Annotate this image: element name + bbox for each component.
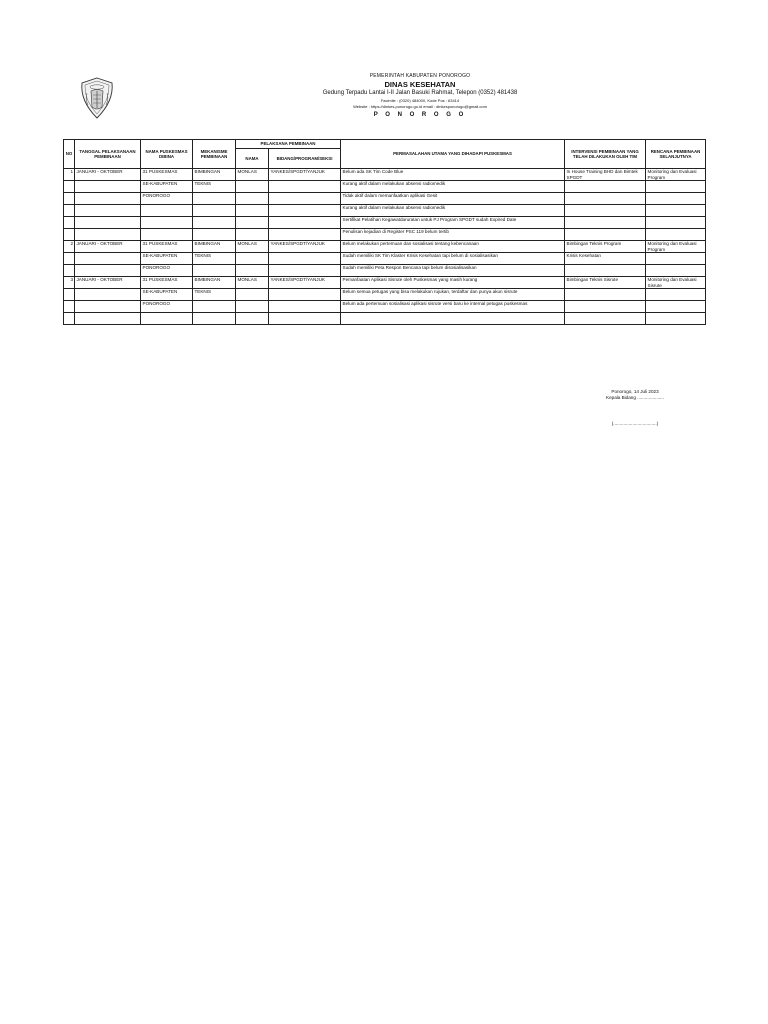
cell-bidang: YANKES/SPGDT/YANJUK — [269, 169, 341, 181]
cell-bidang — [269, 253, 341, 265]
cell-bidang — [269, 193, 341, 205]
cell-tanggal — [75, 205, 141, 217]
cell-no — [64, 205, 75, 217]
cell-tanggal — [75, 289, 141, 301]
cell-bidang — [269, 265, 341, 277]
regency-crest-icon — [78, 77, 116, 119]
table-body — [64, 169, 706, 325]
cell-no — [64, 301, 75, 313]
office-city: P O N O R O G O — [373, 112, 467, 119]
cell-rencana: Monitoring dan Evaluasi Sisrute — [646, 277, 706, 289]
cell-mekanisme: BIMBINGAN — [193, 277, 236, 289]
table-row — [64, 229, 706, 241]
cell-permasalahan: Belum semua petugas yang bisa melakukan rujukan, terdaftar dan punya akun sisrute — [341, 289, 565, 301]
cell-mekanisme — [193, 229, 236, 241]
cell-puskesmas: PONOROGO — [141, 301, 193, 313]
cell-mekanisme — [193, 301, 236, 313]
cell-puskesmas — [141, 205, 193, 217]
cell-mekanisme — [193, 217, 236, 229]
cell-nama — [236, 301, 269, 313]
cell-tanggal — [75, 301, 141, 313]
cell-puskesmas: 31 PUSKESMAS — [141, 241, 193, 253]
cell-bidang — [269, 313, 341, 325]
cell-nama — [236, 205, 269, 217]
header-rencana: RENCANA PEMBINAAN SELANJUTNYA — [646, 140, 706, 169]
cell-puskesmas: PONOROGO — [141, 265, 193, 277]
office-name: DINAS KESEHATAN — [384, 79, 456, 89]
cell-intervensi: Bimbingan Teknis Sisrute — [565, 277, 646, 289]
cell-intervensi: Krisis Kesehatan — [565, 253, 646, 265]
cell-nama — [236, 289, 269, 301]
cell-tanggal — [75, 253, 141, 265]
signature-block — [570, 389, 700, 428]
cell-bidang: YANKES/SPGDT/YANJUK — [269, 277, 341, 289]
header-permasalahan: PERMASALAHAN UTAMA YANG DIHADAPI PUSKESMAS — [341, 140, 565, 169]
cell-rencana — [646, 193, 706, 205]
cell-rencana — [646, 205, 706, 217]
cell-intervensi — [565, 193, 646, 205]
cell-mekanisme: TEKNIS — [193, 253, 236, 265]
cell-rencana — [646, 217, 706, 229]
table-row — [64, 301, 706, 313]
header-bidang: BIDANG/PROGRAM/SEKSI — [269, 149, 341, 169]
cell-intervensi — [565, 301, 646, 313]
cell-tanggal — [75, 181, 141, 193]
cell-bidang — [269, 289, 341, 301]
cell-nama — [236, 229, 269, 241]
cell-rencana — [646, 289, 706, 301]
cell-nama: MONLAS — [236, 169, 269, 181]
cell-mekanisme: BIMBINGAN — [193, 241, 236, 253]
cell-no: 2 — [64, 241, 75, 253]
cell-nama — [236, 265, 269, 277]
cell-permasalahan — [341, 313, 565, 325]
cell-permasalahan: Sudah memiliki SK Tim Klaster Krisis Kesehatan tapi belum di sosialisasikan — [341, 253, 565, 265]
table-row — [64, 193, 706, 205]
cell-rencana: Monitoring dan Evaluasi Program — [646, 169, 706, 181]
cell-puskesmas: SE-KABUPATEN — [141, 181, 193, 193]
table-row — [64, 169, 706, 181]
table-row — [64, 205, 706, 217]
office-address: Gedung Terpadu Lantai I-II Jalan Basuki Rahmat, Telepon (0352) 481438 — [322, 90, 518, 97]
table-row — [64, 181, 706, 193]
cell-no — [64, 265, 75, 277]
cell-permasalahan: Sudah memiliki Peta Respon Bencana tapi belum disosialisasikan — [341, 265, 565, 277]
header-tanggal: TANGGAL PELAKSANAAN PEMBINAAN — [75, 140, 141, 169]
cell-intervensi — [565, 217, 646, 229]
cell-nama — [236, 181, 269, 193]
cell-mekanisme — [193, 193, 236, 205]
cell-tanggal — [75, 313, 141, 325]
cell-permasalahan: Kurang aktif dalam melakukan absensi radiomedik — [341, 205, 565, 217]
cell-no — [64, 253, 75, 265]
cell-bidang — [269, 181, 341, 193]
cell-puskesmas — [141, 229, 193, 241]
header-nama: NAMA — [236, 149, 269, 169]
cell-tanggal: JANUARI - OKTOBER — [75, 169, 141, 181]
office-facsimile: Facimile : (0320) 484000, Kode Pos : 63414 — [380, 98, 460, 104]
cell-no — [64, 313, 75, 325]
cell-intervensi — [565, 229, 646, 241]
table-header-row — [64, 140, 706, 149]
cell-intervensi: In House Training BHD dan Bimtek SPGDT — [565, 169, 646, 181]
cell-tanggal — [75, 229, 141, 241]
cell-no — [64, 229, 75, 241]
cell-mekanisme: BIMBINGAN — [193, 169, 236, 181]
cell-rencana — [646, 253, 706, 265]
signature-title: Kepala Bidang ..................... — [606, 395, 664, 401]
cell-puskesmas: 31 PUSKESMAS — [141, 169, 193, 181]
table-row — [64, 277, 706, 289]
cell-intervensi — [565, 265, 646, 277]
cell-tanggal: JANUARI - OKTOBER — [75, 241, 141, 253]
cell-no: 1 — [64, 169, 75, 181]
cell-bidang: YANKES/SPGDT/YANJUK — [269, 241, 341, 253]
cell-puskesmas — [141, 217, 193, 229]
cell-rencana: Monitoring dan Evaluasi Program — [646, 241, 706, 253]
cell-rencana — [646, 265, 706, 277]
table-row — [64, 253, 706, 265]
cell-permasalahan: Sertifikat Pelatihan Kegawatdaruratan untuk PJ Program SPGDT sudah Expired Date — [341, 217, 565, 229]
cell-permasalahan: Pemanfaatan Aplikasi Sisrute oleh Puskesmas yang masih kurang — [341, 277, 565, 289]
cell-tanggal — [75, 265, 141, 277]
signature-place-date: Ponorogo, 14 Juli 2023 — [611, 389, 659, 394]
cell-mekanisme: TEKNIS — [193, 289, 236, 301]
header-mekanisme: MEKANISME PEMBINAAN — [193, 140, 236, 169]
cell-no: 3 — [64, 277, 75, 289]
signature-name-blank: (..................................) — [611, 421, 659, 427]
cell-bidang — [269, 217, 341, 229]
cell-tanggal: JANUARI - OKTOBER — [75, 277, 141, 289]
pembinaan-table — [63, 139, 706, 325]
header-no: NO — [64, 140, 75, 169]
cell-puskesmas: SE-KABUPATEN — [141, 289, 193, 301]
cell-puskesmas: PONOROGO — [141, 193, 193, 205]
table-row — [64, 217, 706, 229]
office-website-email: Website : https://dinkes.ponorogo.go.id email : dinkesponorogo@gmail.com — [353, 103, 487, 109]
cell-permasalahan: Belum ada pertemuan sosialisasi aplikasi sisrute versi baru ke internal petugas puskesmas — [341, 301, 565, 313]
cell-nama — [236, 253, 269, 265]
cell-intervensi: Bimbingan Teknis Program — [565, 241, 646, 253]
cell-bidang — [269, 205, 341, 217]
cell-nama — [236, 217, 269, 229]
cell-rencana — [646, 181, 706, 193]
table-row — [64, 265, 706, 277]
cell-tanggal — [75, 217, 141, 229]
cell-nama — [236, 313, 269, 325]
cell-no — [64, 289, 75, 301]
cell-nama: MONLAS — [236, 277, 269, 289]
letterhead — [260, 74, 580, 119]
cell-puskesmas: 31 PUSKESMAS — [141, 277, 193, 289]
cell-intervensi — [565, 181, 646, 193]
header-pelaksana: PELAKSANA PEMBINAAN — [236, 140, 341, 149]
cell-no — [64, 193, 75, 205]
cell-no — [64, 217, 75, 229]
header-nama-puskesmas: NAMA PUSKESMAS DIBINA — [141, 140, 193, 169]
cell-rencana — [646, 229, 706, 241]
cell-intervensi — [565, 289, 646, 301]
cell-mekanisme — [193, 265, 236, 277]
cell-rencana — [646, 313, 706, 325]
cell-puskesmas — [141, 313, 193, 325]
cell-no — [64, 181, 75, 193]
cell-puskesmas: SE-KABUPATEN — [141, 253, 193, 265]
cell-permasalahan: Penulisan kejadian di Register PSC 119 belum tertib — [341, 229, 565, 241]
cell-intervensi — [565, 313, 646, 325]
cell-nama: MONLAS — [236, 241, 269, 253]
cell-bidang — [269, 301, 341, 313]
cell-intervensi — [565, 205, 646, 217]
cell-mekanisme: TEKNIS — [193, 181, 236, 193]
cell-mekanisme — [193, 205, 236, 217]
header-intervensi: INTERVENSI PEMBINAAN YANG TELAH DILAKUKAN OLEH TIM — [565, 140, 646, 169]
table-row — [64, 241, 706, 253]
cell-permasalahan: Kurang aktif dalam melakukan absensi radiomedik — [341, 181, 565, 193]
cell-permasalahan: Belum ada SK Tim Code Blue — [341, 169, 565, 181]
cell-bidang — [269, 229, 341, 241]
table-row — [64, 289, 706, 301]
cell-rencana — [646, 301, 706, 313]
cell-mekanisme — [193, 313, 236, 325]
cell-permasalahan: Belum melakukan pertemuan dan sosialisasi tentang kebencanaan — [341, 241, 565, 253]
table-row — [64, 313, 706, 325]
cell-tanggal — [75, 193, 141, 205]
cell-permasalahan: Tidak aktif dalam memanfaatkan aplikasi Gesit — [341, 193, 565, 205]
cell-nama — [236, 193, 269, 205]
government-name: PEMERINTAH KABUPATEN PONOROGO — [369, 73, 471, 79]
